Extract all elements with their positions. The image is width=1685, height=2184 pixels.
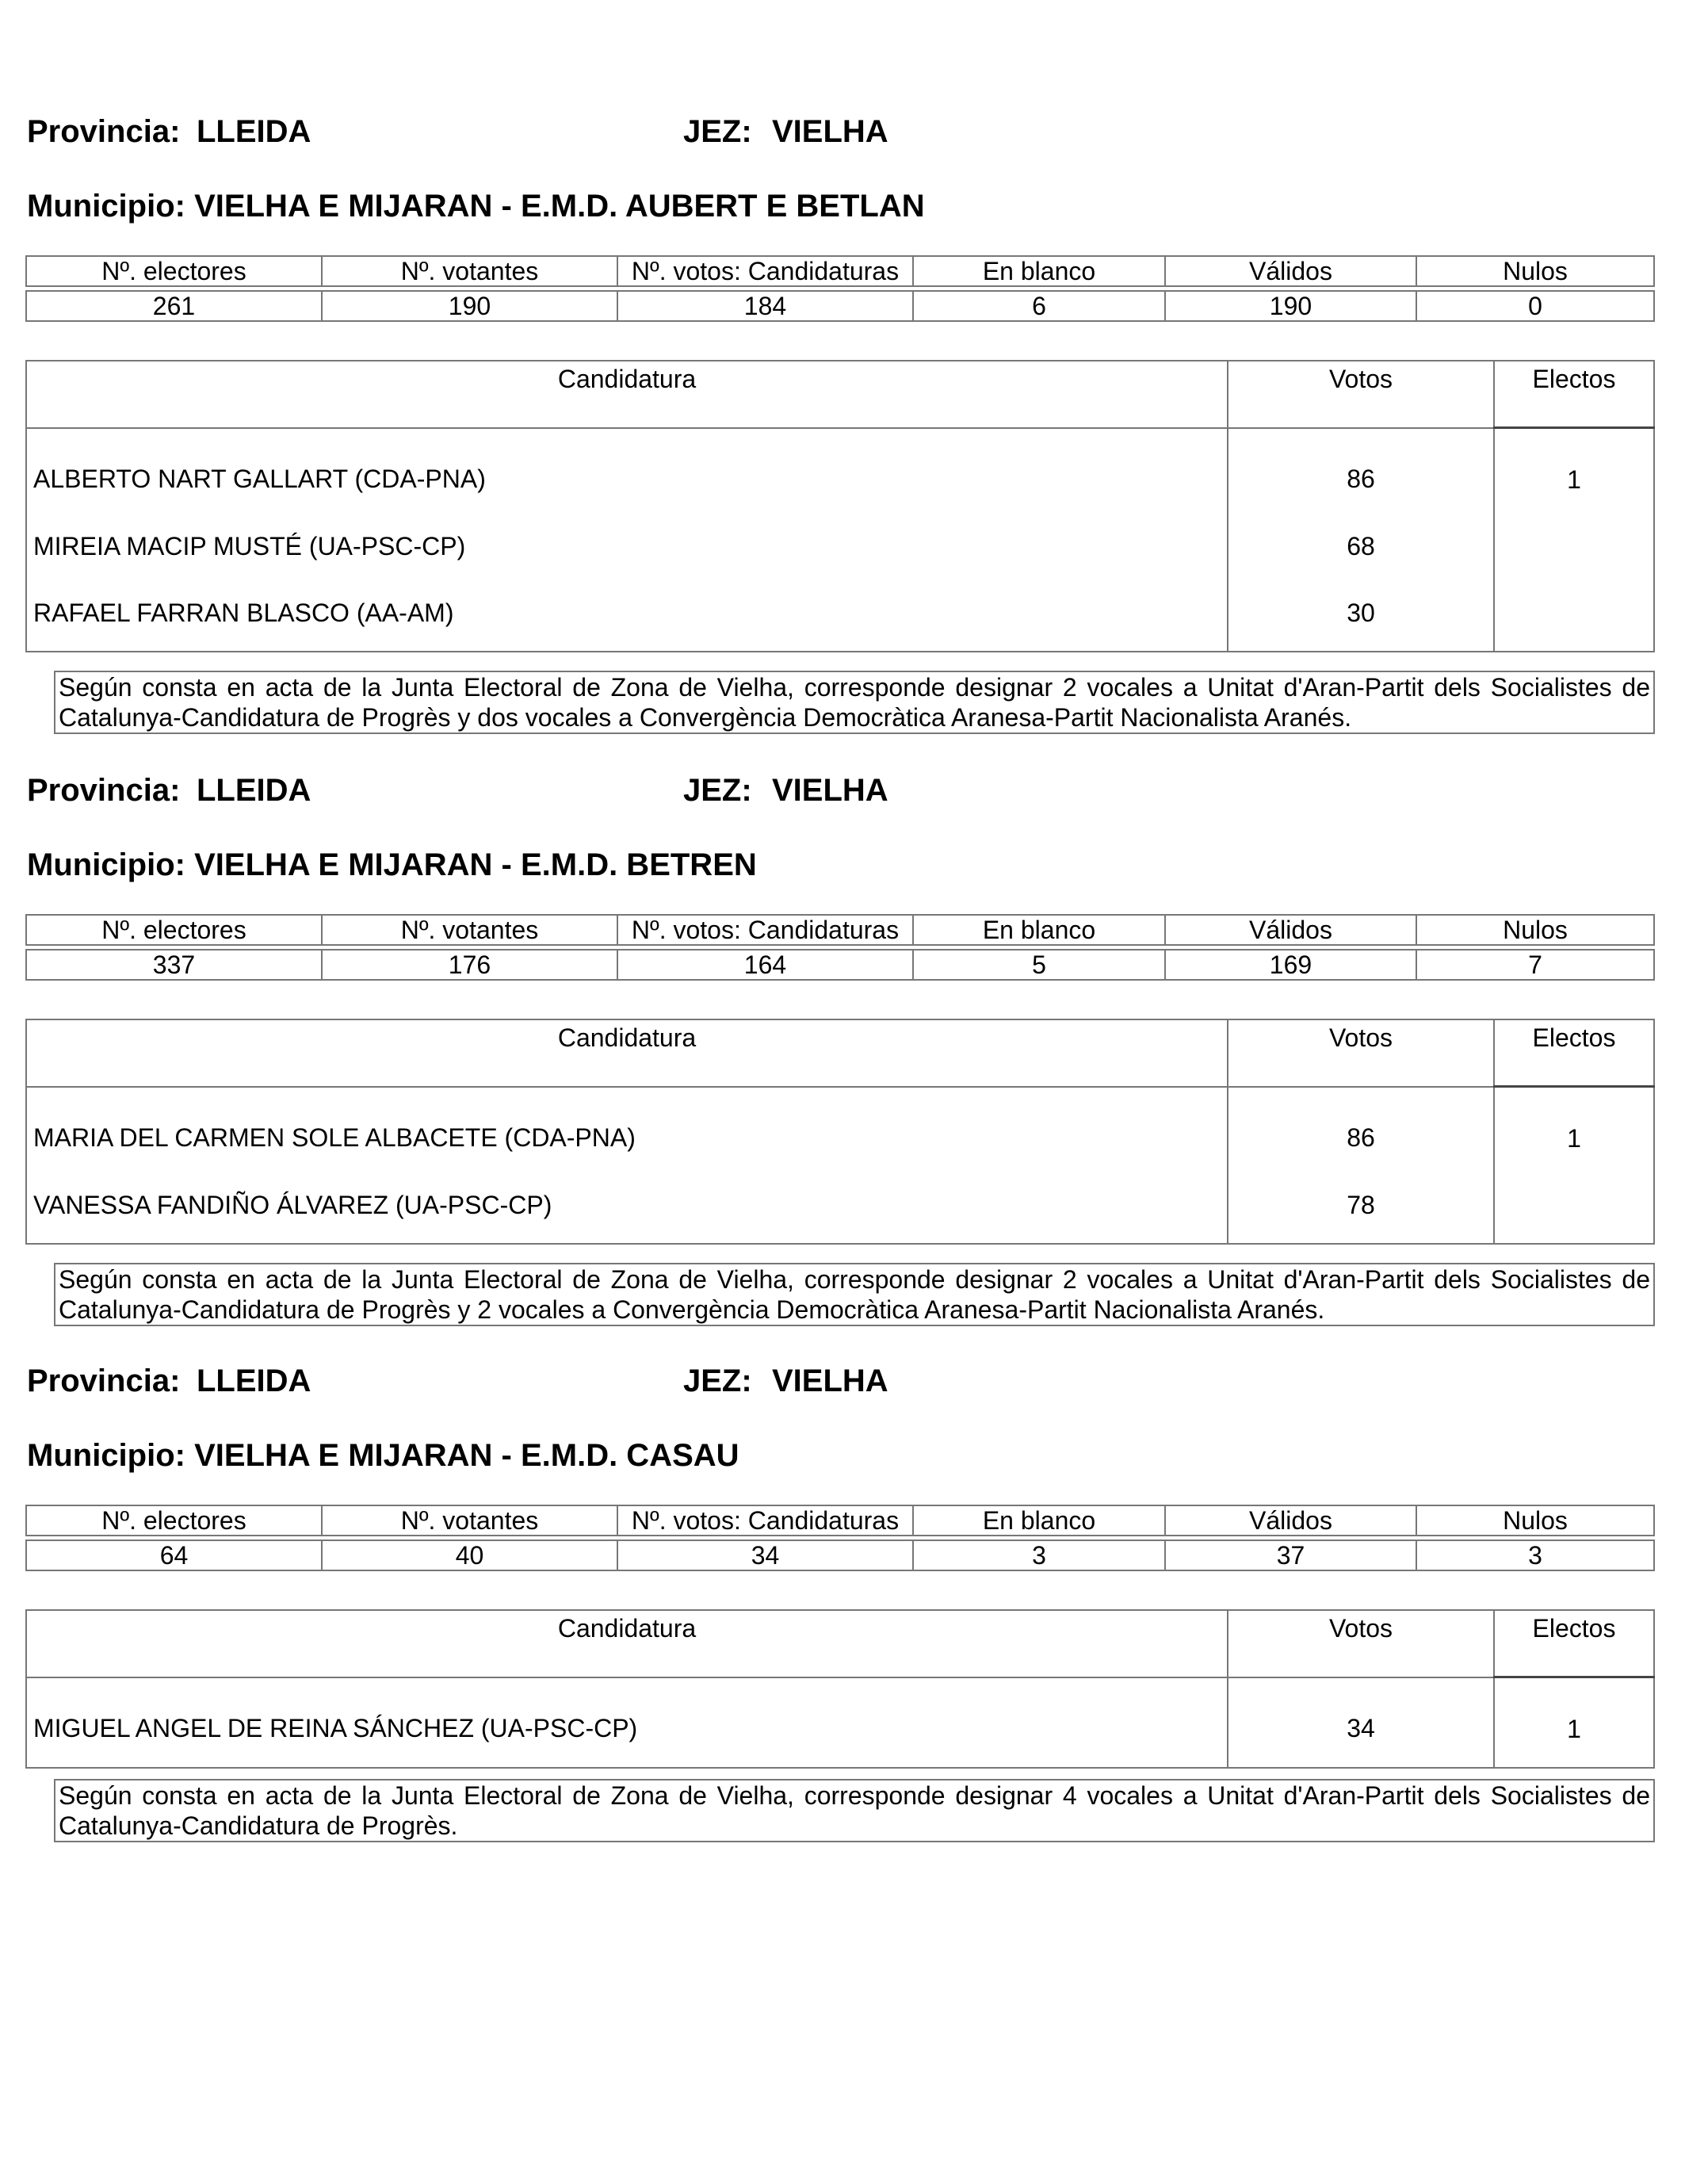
votantes-value: 40 [322,1540,617,1570]
stats-value-row [26,950,1654,980]
municipio-heading [27,190,925,222]
candidate-electos: 1 [1494,428,1654,514]
stats-header-row [26,256,1654,286]
validos-value: 169 [1165,950,1416,980]
candidatura-header-row [26,1019,1654,1087]
candidate-electos: 1 [1494,1677,1654,1769]
stats-value-row [26,1540,1654,1570]
provincia-value: LLEIDA [197,773,311,808]
stats-table [25,1505,1655,1571]
nulos-value: 7 [1416,950,1654,980]
candidate-electos: 1 [1494,1087,1654,1172]
municipio-label: Municipio: [27,189,185,224]
jez-value: VIELHA [772,114,888,149]
electores-value: 337 [26,950,322,980]
col-candidatura: Candidatura [26,361,1228,428]
validos-value: 190 [1165,291,1416,321]
col-en-blanco: En blanco [913,915,1165,945]
candidate-name: MIGUEL ANGEL DE REINA SÁNCHEZ (UA-PSC-CP) [26,1677,1228,1769]
col-en-blanco: En blanco [913,256,1165,286]
acta-note: Según consta en acta de la Junta Electoral de Zona de Vielha, corresponde designar 4 vocales a Unitat d'Aran-Partit dels Socialistes de Catalunya-Candidatura de Progrès. [54,1779,1655,1842]
candidate-row [26,1087,1654,1172]
col-validos: Válidos [1165,1505,1416,1536]
electores-value: 64 [26,1540,322,1570]
en-blanco-value: 6 [913,291,1165,321]
candidate-row [26,513,1654,579]
candidate-row [26,1677,1654,1769]
electores-value: 261 [26,291,322,321]
municipio-label: Municipio: [27,1438,185,1473]
col-votantes: Nº. votantes [322,1505,617,1536]
candidate-votos: 34 [1228,1677,1494,1769]
nulos-value: 3 [1416,1540,1654,1570]
votos-candidaturas-value: 184 [617,291,913,321]
section-aubert-betlan [0,0,1685,732]
jez-label: JEZ: [683,1364,752,1398]
provincia-value: LLEIDA [197,1364,311,1398]
col-votantes: Nº. votantes [322,915,617,945]
votos-candidaturas-value: 34 [617,1540,913,1570]
section-casau [0,1249,1685,1899]
acta-note: Según consta en acta de la Junta Electoral de Zona de Vielha, corresponde designar 2 vocales a Unitat d'Aran-Partit dels Socialistes de Catalunya-Candidatura de Progrès y 2 vocales a Convergència Democràtica Aranesa-Partit Nacionalista Aranés. [54,1263,1655,1326]
candidate-electos [1494,513,1654,579]
candidatura-header-row [26,1610,1654,1677]
col-electores: Nº. electores [26,915,322,945]
col-electos: Electos [1494,1019,1654,1087]
col-nulos: Nulos [1416,915,1654,945]
municipio-value: VIELHA E MIJARAN - E.M.D. CASAU [194,1438,739,1473]
en-blanco-value: 5 [913,950,1165,980]
jez-label: JEZ: [683,114,752,149]
col-nulos: Nulos [1416,256,1654,286]
jez-value: VIELHA [772,773,888,808]
section-betren [0,659,1685,1324]
col-validos: Válidos [1165,256,1416,286]
provincia-label: Provincia: [27,773,181,808]
col-electos: Electos [1494,361,1654,428]
en-blanco-value: 3 [913,1540,1165,1570]
candidatura-table [25,1019,1655,1245]
col-en-blanco: En blanco [913,1505,1165,1536]
col-validos: Válidos [1165,915,1416,945]
jez-label: JEZ: [683,773,752,808]
municipio-label: Municipio: [27,847,185,882]
candidate-row [26,1172,1654,1244]
jez-value: VIELHA [772,1364,888,1398]
col-votos: Votos [1228,1610,1494,1677]
candidate-name: RAFAEL FARRAN BLASCO (AA-AM) [26,579,1228,652]
col-votos-candidaturas: Nº. votos: Candidaturas [617,256,913,286]
col-electores: Nº. electores [26,1505,322,1536]
provincia-value: LLEIDA [197,114,311,149]
votantes-value: 190 [322,291,617,321]
validos-value: 37 [1165,1540,1416,1570]
votos-candidaturas-value: 164 [617,950,913,980]
municipio-heading [27,849,757,881]
municipio-value: VIELHA E MIJARAN - E.M.D. AUBERT E BETLAN [194,189,925,224]
municipio-value: VIELHA E MIJARAN - E.M.D. BETREN [194,847,757,882]
acta-note: Según consta en acta de la Junta Electoral de Zona de Vielha, corresponde designar 2 vocales a Unitat d'Aran-Partit dels Socialistes de Catalunya-Candidatura de Progrès y dos vocales a Convergència Democràtica Aranesa-Partit Nacionalista Aranés. [54,671,1655,734]
nulos-value: 0 [1416,291,1654,321]
candidate-name: VANESSA FANDIÑO ÁLVAREZ (UA-PSC-CP) [26,1172,1228,1244]
col-votos: Votos [1228,1019,1494,1087]
candidate-name: MARIA DEL CARMEN SOLE ALBACETE (CDA-PNA) [26,1087,1228,1172]
candidate-votos: 86 [1228,428,1494,514]
col-votos: Votos [1228,361,1494,428]
candidatura-header-row [26,361,1654,428]
candidate-votos: 68 [1228,513,1494,579]
stats-table [25,255,1655,322]
candidate-votos: 30 [1228,579,1494,652]
col-electores: Nº. electores [26,256,322,286]
candidate-name: ALBERTO NART GALLART (CDA-PNA) [26,428,1228,514]
col-votos-candidaturas: Nº. votos: Candidaturas [617,1505,913,1536]
candidatura-table [25,360,1655,652]
candidate-electos [1494,579,1654,652]
provincia-label: Provincia: [27,1364,181,1398]
col-candidatura: Candidatura [26,1610,1228,1677]
stats-header-row [26,1505,1654,1536]
candidate-name: MIREIA MACIP MUSTÉ (UA-PSC-CP) [26,513,1228,579]
stats-value-row [26,291,1654,321]
col-electos: Electos [1494,1610,1654,1677]
candidate-votos: 78 [1228,1172,1494,1244]
candidate-row [26,428,1654,514]
candidatura-table [25,1609,1655,1769]
candidate-votos: 86 [1228,1087,1494,1172]
provincia-label: Provincia: [27,114,181,149]
candidate-electos [1494,1172,1654,1244]
municipio-heading [27,1440,739,1471]
candidate-row [26,579,1654,652]
stats-header-row [26,915,1654,945]
stats-table [25,914,1655,981]
col-candidatura: Candidatura [26,1019,1228,1087]
col-votantes: Nº. votantes [322,256,617,286]
votantes-value: 176 [322,950,617,980]
col-votos-candidaturas: Nº. votos: Candidaturas [617,915,913,945]
col-nulos: Nulos [1416,1505,1654,1536]
